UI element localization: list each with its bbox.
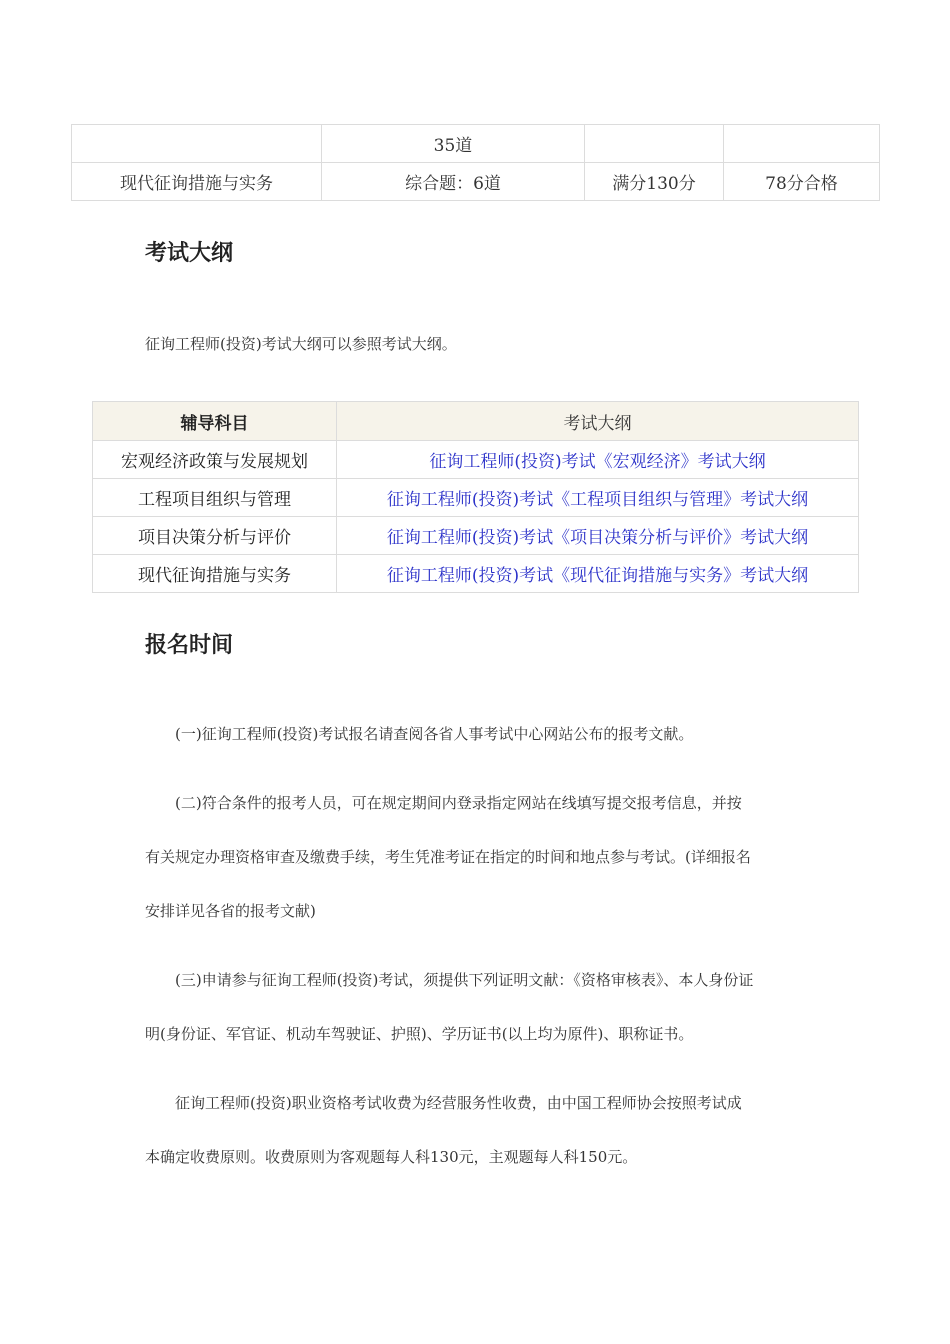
table-cell: 78分合格 — [724, 163, 880, 201]
paragraph-line: (二)符合条件的报考人员，可在规定期间内登录指定网站在线填写提交报考信息，并按 — [145, 794, 742, 812]
paragraph-line: 安排详见各省的报考文献) — [145, 902, 316, 920]
column-header-subject: 辅导科目 — [93, 402, 337, 441]
table-row — [72, 163, 880, 201]
outline-link-project-management[interactable]: 征询工程师(投资)考试《工程项目组织与管理》考试大纲 — [337, 479, 859, 517]
outline-table — [92, 401, 859, 593]
table-cell: 综合题：6道 — [322, 163, 585, 201]
paragraph-line: 明(身份证、军官证、机动车驾驶证、护照)、学历证书(以上均为原件)、职称证书。 — [145, 1025, 694, 1043]
paragraph-line: (三)申请参与征询工程师(投资)考试，须提供下列证明文献：《资格审核表》、本人身份证 — [145, 971, 754, 989]
table-row — [93, 555, 859, 593]
paragraph-line: 有关规定办理资格审查及缴费手续，考生凭准考证在指定的时间和地点参与考试。(详细报名 — [145, 848, 751, 866]
paragraph-line: 征询工程师(投资)职业资格考试收费为经营服务性收费，由中国工程师协会按照考试成 — [145, 1094, 742, 1112]
subject-cell: 工程项目组织与管理 — [93, 479, 337, 517]
table-row — [72, 125, 880, 163]
table-cell — [724, 125, 880, 163]
table-header-row — [93, 402, 859, 441]
table-row — [93, 479, 859, 517]
column-header-outline: 考试大纲 — [337, 402, 859, 441]
registration-paragraph-3 — [145, 953, 813, 1061]
registration-paragraph-4 — [145, 1076, 813, 1184]
subject-cell: 项目决策分析与评价 — [93, 517, 337, 555]
paragraph-line: (一)征询工程师(投资)考试报名请查阅各省人事考试中心网站公布的报考文献。 — [145, 725, 694, 743]
outline-link-consulting-practice[interactable]: 征询工程师(投资)考试《现代征询措施与实务》考试大纲 — [337, 555, 859, 593]
table-cell: 现代征询措施与实务 — [72, 163, 322, 201]
section-heading-outline: 考试大纲 — [145, 241, 234, 266]
subject-cell: 现代征询措施与实务 — [93, 555, 337, 593]
outline-intro: 征询工程师(投资)考试大纲可以参照考试大纲。 — [145, 335, 457, 353]
registration-paragraph-2 — [145, 776, 813, 938]
outline-link-decision-analysis[interactable]: 征询工程师(投资)考试《项目决策分析与评价》考试大纲 — [337, 517, 859, 555]
table-cell: 满分130分 — [585, 163, 724, 201]
table-row — [93, 517, 859, 555]
registration-paragraph-1 — [145, 707, 813, 761]
score-table — [71, 124, 880, 201]
subject-cell: 宏观经济政策与发展规划 — [93, 441, 337, 479]
outline-link-macro-economy[interactable]: 征询工程师(投资)考试《宏观经济》考试大纲 — [337, 441, 859, 479]
paragraph-line: 本确定收费原则。收费原则为客观题每人科130元，主观题每人科150元。 — [145, 1148, 638, 1166]
table-row — [93, 441, 859, 479]
table-cell — [585, 125, 724, 163]
section-heading-registration: 报名时间 — [145, 633, 234, 658]
table-cell — [72, 125, 322, 163]
table-cell: 35道 — [322, 125, 585, 163]
